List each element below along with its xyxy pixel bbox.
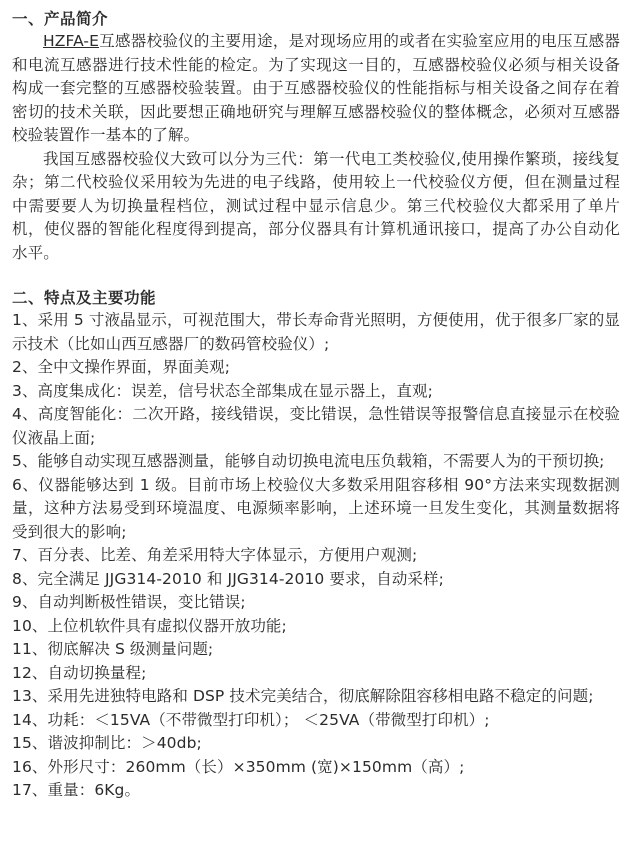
feature-item: 9、自动判断极性错误，变比错误; xyxy=(12,593,246,611)
feature-item: 12、自动切换量程; xyxy=(12,663,147,682)
feature-item: 13、采用先进独特电路和 DSP 技术完美结合，彻底解除阻容移相电路不稳定的问题; xyxy=(12,687,594,705)
feature-item: 1、采用 5 寸液晶显示，可视范围大，带长寿命背光照明，方便使用，优于很多厂家的显示技术（比如山西互感器厂的数码管校验仪）; xyxy=(12,311,620,353)
feature-item: 15、谐波抑制比：＞40db; xyxy=(12,734,202,752)
feature-item: 5、能够自动实现互感器测量，能够自动切换电流电压负载箱，不需要人为的干预切换; xyxy=(12,452,605,470)
feature-item: 6、仪器能够达到 1 级。目前市场上校验仪大多数采用阻容移相 90°方法来实现数据测量，这种方法易受到环境温度、电源频率影响，上述环境一旦发生变化，其测量数据将受到很大的影响; xyxy=(12,475,620,541)
feature-item: 10、上位机软件具有虚拟仪器开放功能; xyxy=(12,616,287,635)
feature-item: 2、全中文操作界面，界面美观; xyxy=(12,358,231,376)
intro-paragraph-1 xyxy=(12,30,620,148)
feature-item: 16、外形尺寸：260mm（长）×350mm (宽)×150mm（高）; xyxy=(12,757,465,776)
section-spacer xyxy=(12,265,620,287)
intro-paragraph-1-text: 互感器校验仪的主要用途，是对现场应用的或者在实验室应用的电压互感器和电流互感器进行技术性能的检定。为了实现这一目的，互感器校验仪必须与相关设备构成一套完整的互感器校验装置。由于互感器校验仪的性能指标与相关设备之间存在着密切的技术关联，因此要想正确地研究与理解互感器校验仪的整体概念，必须对互感器校验装置作一基本的了解。 xyxy=(12,32,620,144)
feature-item: 8、完全满足 JJG314-2010 和 JJG314-2010 要求，自动采样; xyxy=(12,569,444,588)
model-name: HZFA-E xyxy=(43,32,100,50)
feature-item: 4、高度智能化：二次开路，接线错误，变比错误，急性错误等报警信息直接显示在校验仪液晶上面; xyxy=(12,405,620,447)
intro-paragraph-2: 我国互感器校验仪大致可以分为三代：第一代电工类校验仪,使用操作繁琐，接线复杂；第二代校验仪采用较为先进的电子线路，使用较上一代校验仪方便，但在测量过程中需要要人为切换量程档位，测试过程中显示信息少。第三代校验仪大都采用了单片机，使仪器的智能化程度得到提高，部分仪器具有计算机通讯接口，提高了办公自动化水平。 xyxy=(12,149,620,262)
feature-item: 11、彻底解决 S 级测量问题; xyxy=(12,640,214,658)
feature-list xyxy=(12,309,620,803)
feature-item: 7、百分表、比差、角差采用特大字体显示，方便用户观测; xyxy=(12,546,418,564)
feature-item: 14、功耗：＜15VA（不带微型打印机）； ＜25VA（带微型打印机）; xyxy=(12,710,490,729)
feature-item: 17、重量：6Kg。 xyxy=(12,781,141,799)
feature-item: 3、高度集成化：误差，信号状态全部集成在显示器上，直观; xyxy=(12,381,433,400)
section-title-features: 二、特点及主要功能 xyxy=(12,289,157,307)
section-title-intro: 一、产品简介 xyxy=(12,10,109,28)
